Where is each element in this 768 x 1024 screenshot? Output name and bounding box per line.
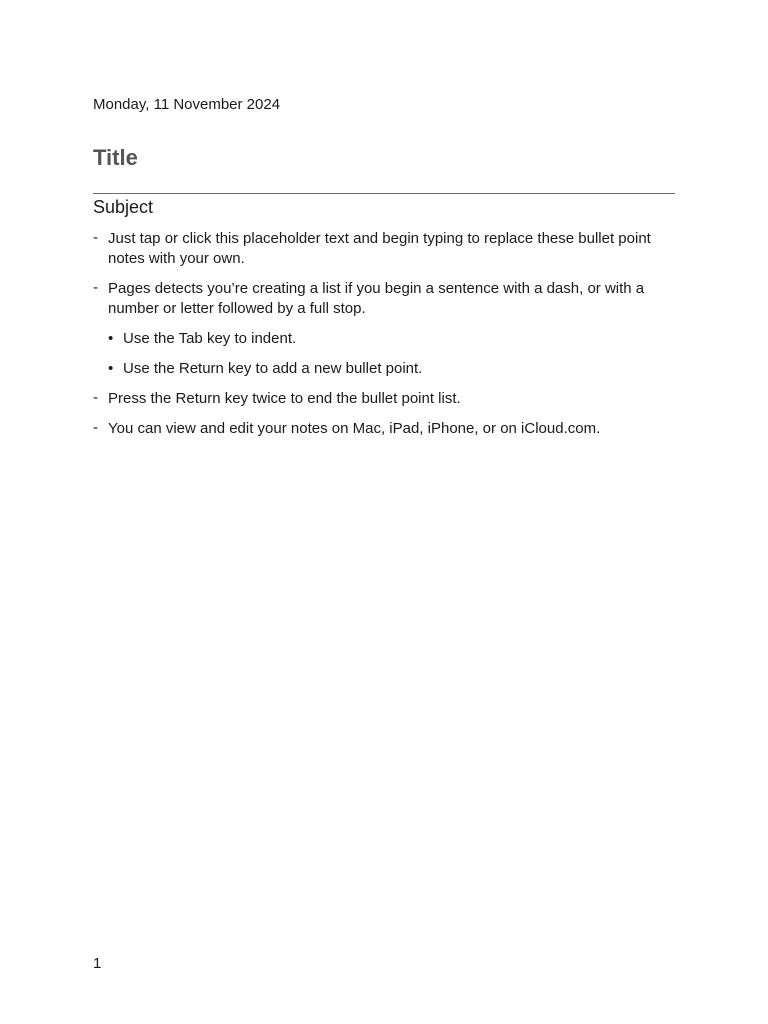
list-item-text: You can view and edit your notes on Mac, iPad, iPhone, or on iCloud.com.: [108, 420, 601, 437]
list-item[interactable]: [93, 419, 683, 439]
bullet-marker: •: [108, 330, 114, 347]
title-divider: [93, 193, 675, 194]
notes-list: [93, 229, 683, 449]
dash-marker: -: [93, 419, 98, 436]
dash-marker: -: [93, 279, 98, 296]
document-title[interactable]: Title: [93, 145, 138, 170]
list-item-text: Just tap or click this placeholder text and begin typing to replace these bullet point notes with your own.: [108, 230, 651, 267]
list-item-text: Use the Return key to add a new bullet point.: [123, 360, 423, 377]
list-item-indented[interactable]: [93, 329, 683, 349]
list-item-text: Pages detects you’re creating a list if you begin a sentence with a dash, or with a number or letter followed by a full stop.: [108, 280, 645, 317]
document-subject[interactable]: Subject: [93, 197, 154, 217]
list-item-text: Press the Return key twice to end the bullet point list.: [108, 390, 461, 407]
list-item[interactable]: [93, 229, 683, 269]
dash-marker: -: [93, 389, 98, 406]
list-item-indented[interactable]: [93, 359, 683, 379]
bullet-marker: •: [108, 360, 114, 377]
dash-marker: -: [93, 229, 98, 246]
list-item[interactable]: [93, 389, 683, 409]
list-item-text: Use the Tab key to indent.: [123, 330, 297, 347]
document-date[interactable]: Monday, 11 November 2024: [93, 96, 281, 113]
list-item[interactable]: [93, 279, 683, 319]
page-number: 1: [93, 955, 102, 972]
